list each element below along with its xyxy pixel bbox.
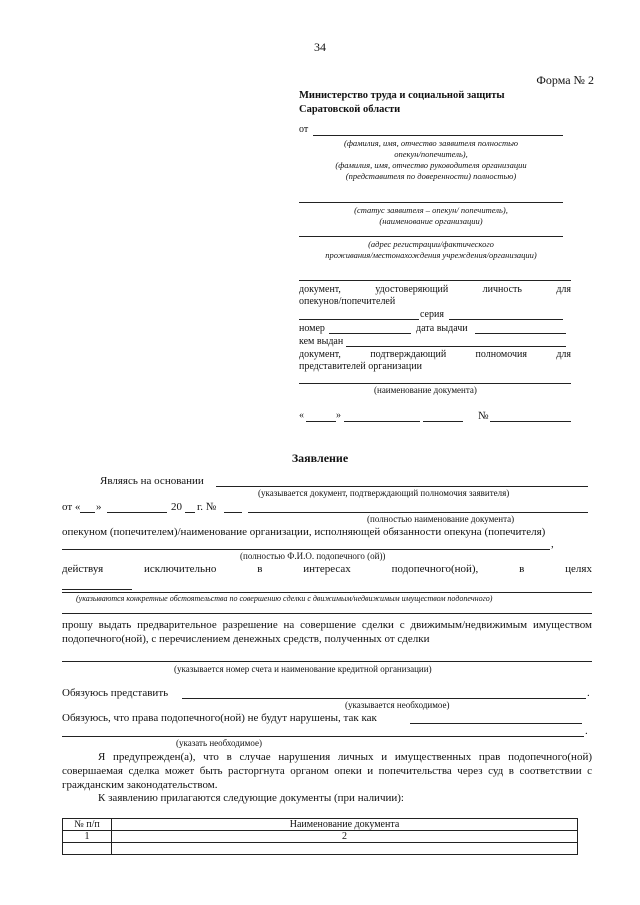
date-day-field[interactable]: [306, 421, 336, 422]
number-label: номер: [299, 323, 325, 334]
issue-date-label: дата выдачи: [416, 323, 468, 334]
number-sign: №: [478, 410, 489, 422]
attachments-text: К заявлению прилагаются следующие документы (при наличии):: [98, 792, 404, 804]
table-row: [63, 843, 578, 855]
basis-month-field[interactable]: [107, 512, 167, 513]
document-title: Заявление: [291, 451, 349, 465]
from-label: от: [299, 124, 309, 135]
authority-document-name-field[interactable]: [299, 383, 571, 384]
rights-reason-field[interactable]: [410, 723, 582, 724]
purpose-field-start[interactable]: [62, 589, 132, 590]
comma: ,: [551, 538, 554, 550]
ward-name-caption: (полностью Ф.И.О. подопечного (ой)): [240, 551, 386, 561]
basis-document-field[interactable]: [248, 512, 588, 513]
series-label: серия: [420, 309, 444, 320]
table-header-row: [63, 819, 578, 831]
date-year-field[interactable]: [423, 421, 463, 422]
acting-line: действуя исключительно в интересах подопечного(ной), в целях: [62, 563, 592, 575]
rights-reason-field-2[interactable]: [62, 736, 584, 737]
header-number: № п/п: [63, 819, 112, 831]
undertake-field[interactable]: [182, 698, 586, 699]
specify-caption: (указать необходимое): [176, 738, 262, 748]
document-field[interactable]: [299, 319, 419, 320]
basis-number-field[interactable]: [224, 512, 242, 513]
issued-by-label: кем выдан: [299, 336, 344, 347]
applicant-status-field[interactable]: [299, 202, 563, 203]
numbering-cell-2: 2: [112, 831, 578, 843]
header-document-name: Наименование документа: [112, 819, 578, 831]
rights-label: Обязуюсь, что права подопечного(ной) не будут нарушены, так как: [62, 712, 377, 724]
basis-field[interactable]: [216, 486, 588, 487]
ministry-header: [299, 89, 505, 117]
address-extra-field[interactable]: [299, 280, 571, 281]
basis-day-field[interactable]: [80, 512, 95, 513]
document-full-name-caption: (полностью наименование документа): [367, 514, 515, 524]
registration-number-field[interactable]: [490, 421, 571, 422]
warning-paragraph: Я предупрежден(а), что в случае нарушения личных и имущественных прав подопечного(ной) совершаемая сделка может быть расторгнута органом опеки и попечительства через суд в соответствии с гражданским законодательством.: [62, 751, 592, 791]
authority-document-label: документ, подтверждающий полномочия для: [299, 349, 571, 360]
issue-date-field[interactable]: [475, 333, 566, 334]
table-cell-document[interactable]: [112, 843, 578, 855]
numbering-cell-1: 1: [63, 831, 112, 843]
from-date-close: »: [96, 501, 102, 513]
date-month-field[interactable]: [344, 421, 420, 422]
rights-period: .: [585, 725, 588, 737]
year-prefix: 20: [171, 501, 182, 513]
applicant-name-note: (фамилия, имя, отчество заявителя полностью опекун/попечитель), (фамилия, имя, отчество руководителя организации (представителя по доверенности) полностью): [335, 138, 527, 181]
ministry-line-1: Министерство труда и социальной защиты: [299, 90, 505, 101]
series-field[interactable]: [449, 319, 563, 320]
issued-by-field[interactable]: [346, 346, 566, 347]
request-text: прошу выдать предварительное разрешение на совершение сделки с движимым/недвижимым имуществом подопечного(ной), с перечислением денежных средств, полученных от сделки: [62, 619, 592, 645]
account-field[interactable]: [62, 661, 592, 662]
purpose-field[interactable]: [62, 592, 592, 593]
documents-table: [62, 818, 578, 855]
document-name-note: (наименование документа): [374, 385, 477, 395]
basis-label: Являясь на основании: [100, 475, 204, 487]
identity-document-label: документ, удостоверяющий личность для: [299, 284, 571, 295]
authority-document-label-2: представителей организации: [299, 361, 422, 372]
necessary-caption: (указывается необходимое): [345, 700, 450, 710]
date-close-quote: »: [336, 410, 341, 421]
year-suffix: г. №: [197, 501, 217, 513]
applicant-address-field[interactable]: [299, 236, 563, 237]
undertake-label: Обязуюсь представить: [62, 687, 169, 699]
identity-document-label-2: опекунов/попечителей: [299, 296, 396, 307]
circumstances-field[interactable]: [62, 613, 592, 614]
page-number: 34: [314, 40, 326, 54]
from-date-prefix: от «: [62, 501, 81, 513]
applicant-status-note: (статус заявителя – опекун/ попечитель), (наименование организации): [354, 205, 508, 226]
number-field[interactable]: [329, 333, 411, 334]
guardian-text: опекуном (попечителем)/наименование организации, исполняющей обязанности опекуна (попечителя): [62, 526, 546, 538]
account-caption: (указывается номер счета и наименование кредитной организации): [174, 664, 432, 674]
ward-name-field[interactable]: [62, 549, 550, 550]
ministry-line-2: Саратовской области: [299, 104, 401, 115]
circumstances-caption: (указываются конкретные обстоятельства по совершению сделки с движимым/недвижимым имуществом подопечного): [76, 594, 493, 603]
table-numbering-row: [63, 831, 578, 843]
form-number-label: Форма № 2: [536, 73, 594, 87]
basis-year-field[interactable]: [185, 512, 195, 513]
basis-caption: (указывается документ, подтверждающий полномочия заявителя): [258, 488, 510, 498]
applicant-name-field[interactable]: [313, 135, 563, 136]
undertake-period: .: [587, 687, 590, 699]
applicant-address-note: (адрес регистрации/фактического проживания/местонахождения учреждения/организации): [325, 239, 537, 260]
table-cell-number[interactable]: [63, 843, 112, 855]
date-open-quote: «: [299, 410, 304, 421]
